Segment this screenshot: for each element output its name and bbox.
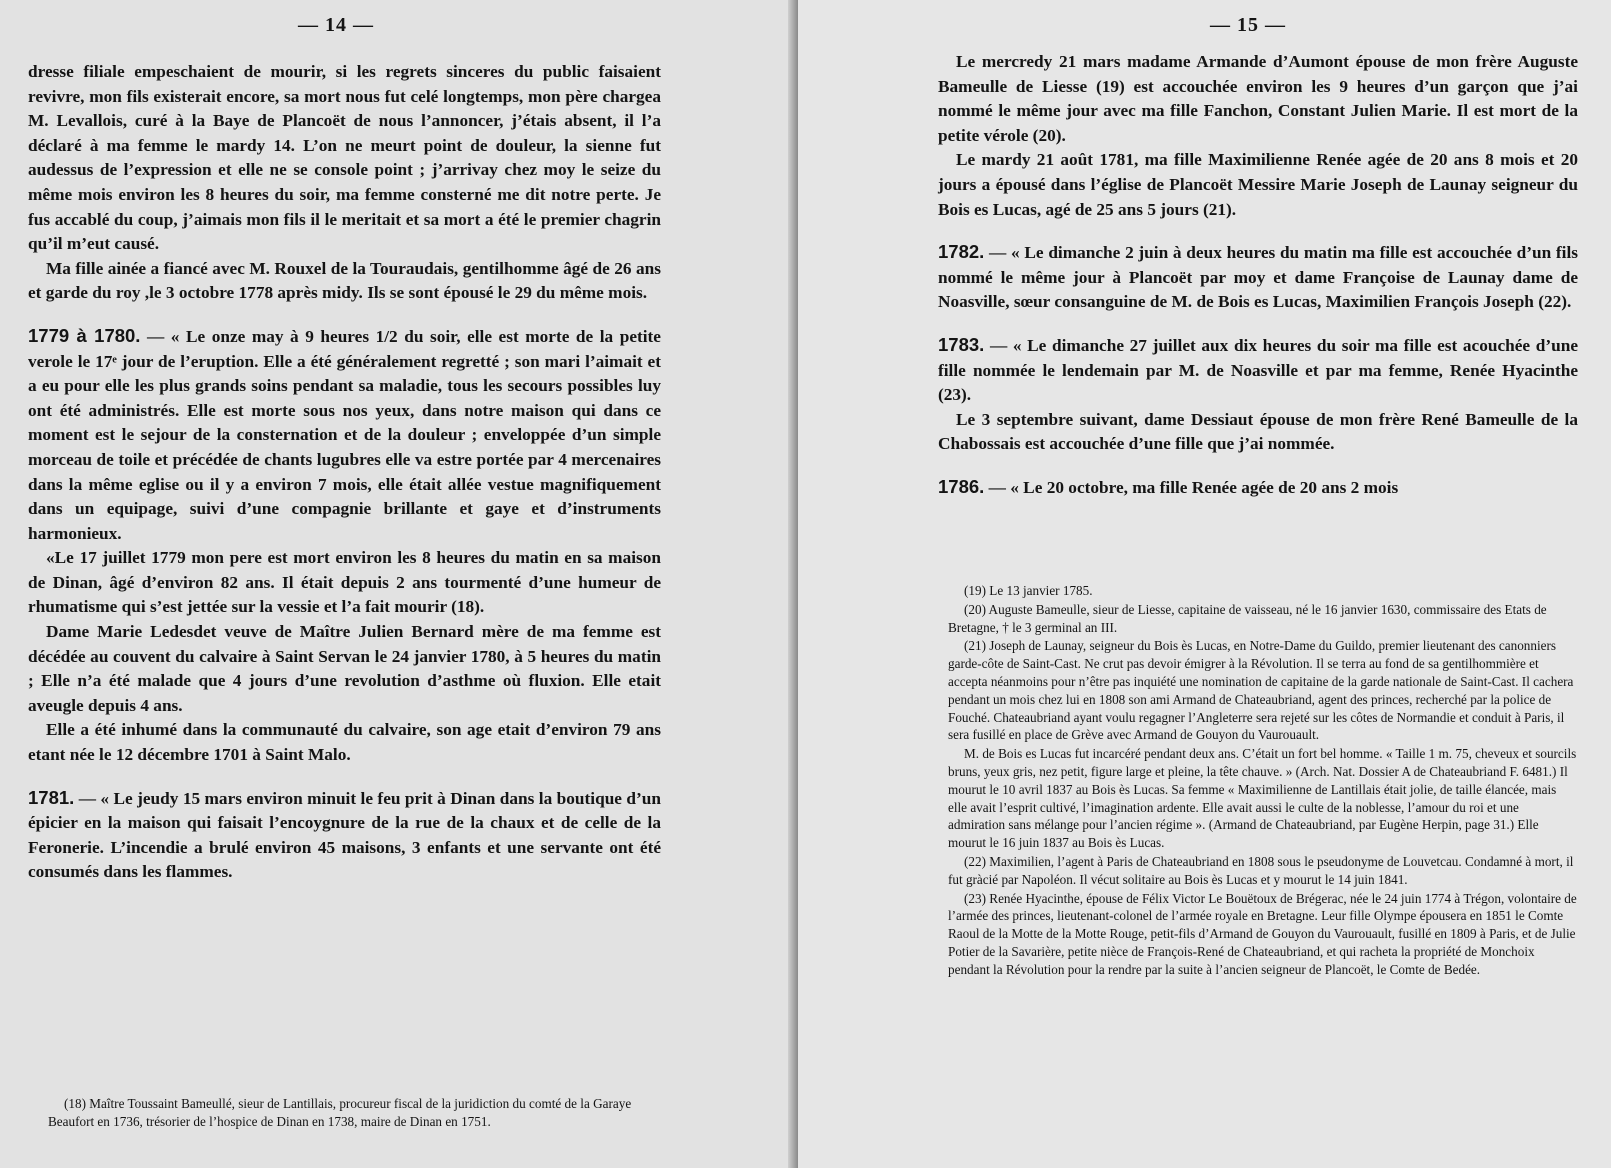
year-heading: 1779 à 1780. — [28, 324, 141, 346]
year-heading: 1782. — [938, 241, 985, 263]
paragraph: Dame Marie Ledesdet veuve de Maître Julien Bernard mère de ma femme est décédée au couvent du calvaire à Saint Servan le 24 janvier 1780, à 5 heures du matin ; Elle n’a été malade que 4 jours d’une revolution d’asthme où fluxion. Elle etait aveugle depuis 4 ans. — [28, 622, 661, 715]
paragraph: Elle a été inhumé dans la communauté du calvaire, son age etait d’environ 79 ans etant née le 12 décembre 1701 à Saint Malo. — [28, 720, 661, 765]
entry-1783 — [938, 333, 1578, 408]
year-heading: 1783. — [938, 333, 985, 355]
footnotes — [948, 582, 1578, 980]
paragraph: Ma fille ainée a fiancé avec M. Rouxel de la Touraudais, gentilhomme âgé de 26 ans et garde du roy ,le 3 octobre 1778 après midy. Ils se sont épousé le 29 du même mois. — [28, 258, 661, 303]
footnote: (22) Maximilien, l’agent à Paris de Chateaubriand en 1808 sous le pseudonyme de Louvetcau. Condamné à mort, il fut gràcié par Napoléon. Il vécut solitaire au Bois ès Lucas et y mourut le 14 juin 1841. — [948, 853, 1574, 887]
entry-1782 — [938, 240, 1578, 315]
footnote: (18) Maître Toussaint Bameullé, sieur de Lantillais, procureur fiscal de la juridiction du comté de la Garaye Beaufort en 1736, trésorier de l’hospice de Dinan en 1738, maire de Dinan en 1751. — [48, 1096, 632, 1129]
paragraph: Le mercredy 21 mars madame Armande d’Aumont épouse de mon frère Auguste Bameulle de Liesse (19) est accouchée environ les 9 heures d’un garçon que j’ai nommé le même jour avec ma fille Fanchon, Constant Julien Marie. Il est mort de la petite vérole (20). — [938, 52, 1578, 145]
entry-text: — « Le onze may à 9 heures 1/2 du soir, elle est morte de la petite verole le 17ᵉ jour de l’eruption. Elle a été généralement regretté ; son mari l’aimait et a eu pour elle les plus grands soins pendant sa maladie, tous les secours possibles luy ont été administrés. Elle est morte sous nos yeux, dans notre maison qui dans ce moment est le sejour de la consternation et de la douleur ; enveloppée d’un simple morceau de toile et précédée de chants lugubres elle va estre portée par 4 mercenaires dans la même eglise ou il y a environ 7 mois, elle était allée vestue magnifiquement dans un equipage, suivi d’une compagnie brillante et gaye et d’instruments harmonieux. — [28, 326, 661, 543]
paragraph: dresse filiale empeschaient de mourir, si les regrets sinceres du public faisaient revivre, mon fils existerait encore, sa mort nous fut celé longtemps, mon père chargea M. Levallois, curé à la Baye de Plancoët de nous l’annoncer, j’étais absent, il l’a déclaré à ma femme le mardy 14. L’on ne meurt point de douleur, la sienne fut audessus de l’expression et elle ne se console point ; j’arrivay chez moy le seize du même mois environ les 8 heures du soir, ma femme consterné me dit notre perte. Je fus accablé du coup, j’aimais mon fils il le meritait et sa mort a été le premier chagrin qu’il m’eut causé. — [28, 62, 661, 254]
entry-text: — « Le jeudy 15 mars environ minuit le feu prit à Dinan dans la boutique d’un épicier en la maison qui faisait l’encoygnure de la rue de la chaux et de celle de la Feronerie. L’incendie a brulé environ 45 maisons, 3 enfants et une servante ont été consumés dans les flammes. — [28, 788, 661, 882]
paragraph: Le 3 septembre suivant, dame Dessiaut épouse de mon frère René Bameulle de la Chabossais est accouchée d’une fille que j’ai nommée. — [938, 409, 1578, 454]
year-heading: 1786. — [938, 475, 985, 497]
page-number: — 15 — — [1210, 14, 1286, 36]
page-number: — 14 — — [298, 14, 374, 36]
paragraph: «Le 17 juillet 1779 mon pere est mort environ les 8 heures du matin en sa maison de Dinan, âgé d’environ 82 ans. Il était depuis 2 ans tourmenté d’une humeur de rhumatisme qui s’est jettée sur la vessie et l’a fait mourir (18). — [28, 548, 661, 617]
year-heading: 1781. — [28, 786, 75, 808]
page-body — [938, 50, 1578, 501]
footnote: (20) Auguste Bameulle, sieur de Liesse, capitaine de vaisseau, né le 16 janvier 1630, commissaire des Etats de Bretagne, † le 3 germinal an III. — [948, 601, 1547, 635]
entry-text: — « Le 20 octobre, ma fille Renée agée de 20 ans 2 mois — [984, 477, 1399, 497]
entry-1781 — [28, 786, 661, 885]
right-page — [798, 0, 1611, 1168]
page-body — [28, 60, 661, 885]
footnote: M. de Bois es Lucas fut incarcéré pendant deux ans. C’était un fort bel homme. « Taille 1 m. 75, cheveux et sourcils bruns, yeux gris, nez petit, figure large et pleine, la tête chauve. » (Arch. Nat. Dossier A de Chateaubriand F. 6481.) Il mourut le 10 avril 1837 au Bois ès Lucas. Sa femme « Maximilienne de Lantillais était jolie, de taille élancée, mais elle avait l’esprit cultivé, l’imagination ardente. Elle avait aussi le culte de la noblesse, l’amour du roi et une admiration sans mélange pour l’ancien régime ». (Armand de Chateaubriand, par Eugène Herpin, page 31.) Elle mourut le 16 juin 1837 au Bois ès Lucas. — [948, 746, 1577, 851]
entry-text: — « Le dimanche 2 juin à deux heures du matin ma fille est accouchée d’un fils nommé le même jour à Plancoët par moy et dame Françoise de Launay dame de Noasville, sœur consanguine de M. de Bois es Lucas, Maximilien François Joseph (22). — [938, 243, 1578, 312]
footnote: (23) Renée Hyacinthe, épouse de Félix Victor Le Bouëtoux de Brégerac, née le 24 juin 1774 à Trégon, volontaire de l’armée des princes, lieutenant-colonel de l’armée royale en Bretagne. Leur fille Olympe épousera en 1851 le Comte Raoul de la Motte de la Motte Rouge, petit-fils d’Armand de Gouyon du Vaurouault, fusillé en 1809 à Paris, et de Julie Potier de la Savarière, petite nièce de François-René de Chateaubriand, et qui racheta la propriété de Monchoix pendant la Révolution pour la rendre par la suite à l’ancien seigneur de Plancoët, le Comte de Bedée. — [948, 890, 1577, 977]
entry-1786 — [938, 475, 1578, 501]
entry-1779 — [28, 324, 661, 546]
footnote: (21) Joseph de Launay, seigneur du Bois ès Lucas, en Notre-Dame du Guildo, premier lieutenant des canonniers garde-côte de Saint-Cast. Ne crut pas devoir émigrer à la Révolution. Il se terra au fond de sa gentilhommière et accepta néanmoins pour n’être pas inquiété une nomination de capitaine de la garde nationale de Saint-Cast. Il cachera pendant un mois chez lui en 1808 son ami Armand de Chateaubriand, agent des princes, recherché par la police de Fouché. Chateaubriand ayant voulu regagner l’Angleterre sera rejeté sur les côtes de Normandie et conduit à Paris, il sera fusillé en place de Grève avec Armand de Gouyon du Vaurouault. — [948, 638, 1574, 743]
footnote: (19) Le 13 janvier 1785. — [964, 583, 1093, 598]
left-page — [0, 0, 795, 1168]
entry-text: — « Le dimanche 27 juillet aux dix heures du soir ma fille est acouchée d’une fille nommée le lendemain par M. de Noasville et par ma femme, Renée Hyacinthe (23). — [938, 335, 1578, 405]
paragraph: Le mardy 21 août 1781, ma fille Maximilienne Renée agée de 20 ans 8 mois et 20 jours a épousé dans l’église de Plancoët Messire Marie Joseph de Launay seigneur du Bois es Lucas, agé de 25 ans 5 jours (21). — [938, 150, 1578, 219]
footnotes — [48, 1095, 660, 1132]
